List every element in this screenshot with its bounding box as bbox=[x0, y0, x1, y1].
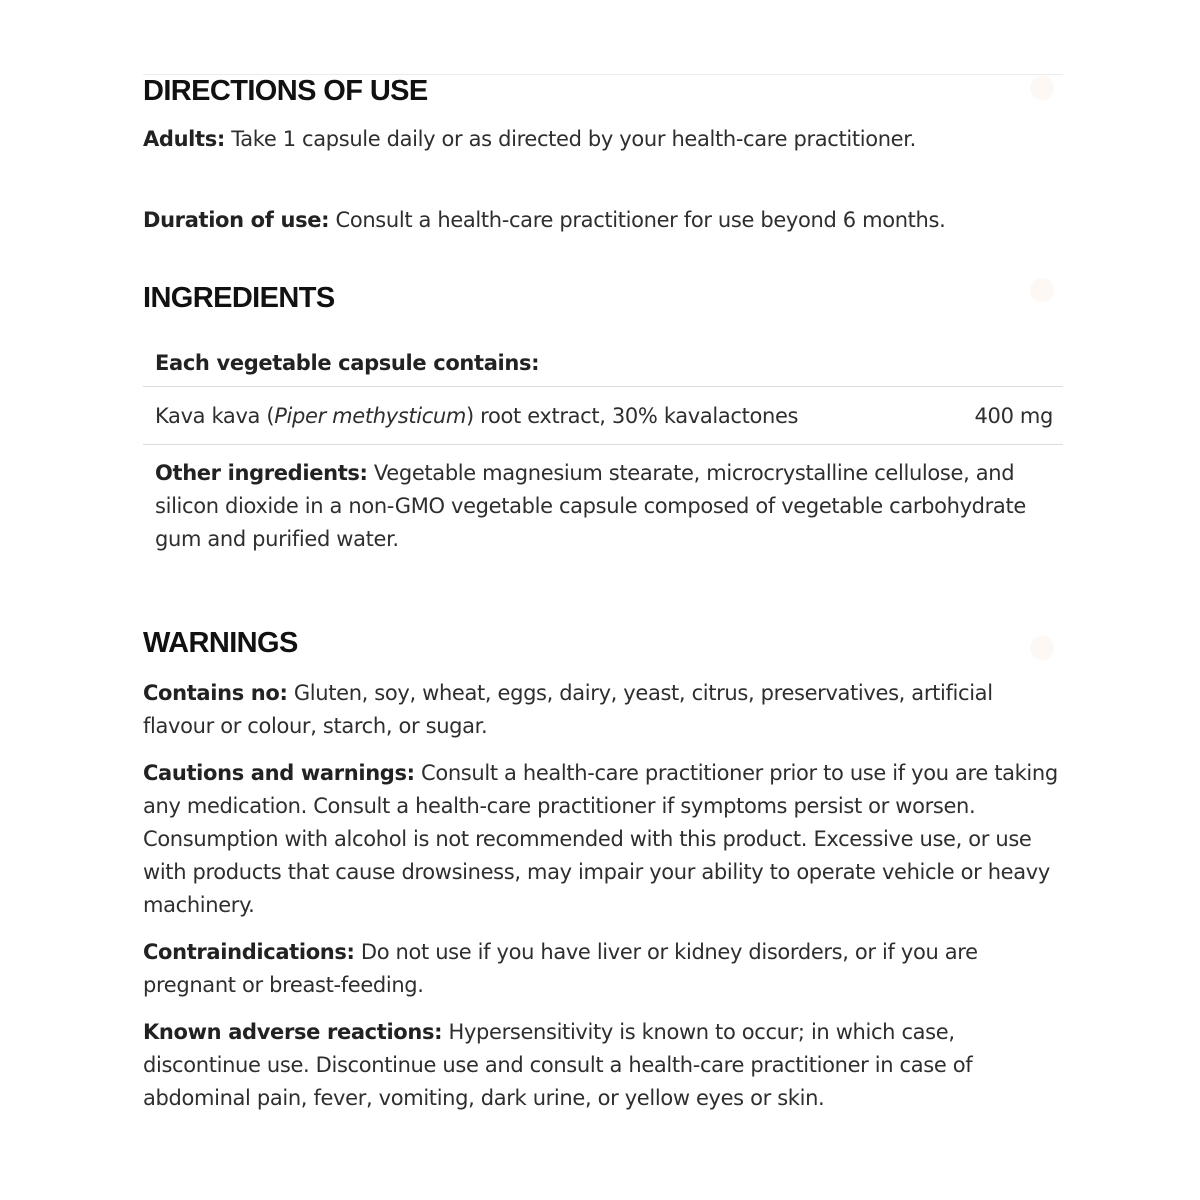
warnings-section bbox=[143, 629, 1063, 1115]
contraindications-label: Contraindications: bbox=[143, 940, 355, 964]
adverse-reactions-label: Known adverse reactions: bbox=[143, 1020, 443, 1044]
cautions-paragraph bbox=[143, 757, 1063, 922]
contains-no-paragraph bbox=[143, 677, 1063, 743]
adverse-reactions-text: Hypersensitivity is known to occur; in which case, discontinue use. Discontinue use and consult a health-care practitioner in case of abdominal pain, fever, vomiting, dark urine, or yellow eyes or skin. bbox=[143, 1020, 973, 1110]
warnings-heading: WARNINGS bbox=[143, 627, 298, 659]
table-header-label: Each vegetable capsule contains: bbox=[155, 351, 540, 375]
ingredients-section bbox=[143, 284, 1063, 556]
cautions-text: Consult a health-care practitioner prior to use if you are taking any medication. Consult a health-care practitioner if symptoms persist or worsen. Consumption with alcohol is not recommended with this product. Excessive use, or use with products that cause drowsiness, may impair your ability to operate vehicle or heavy machinery. bbox=[143, 761, 1058, 917]
adults-paragraph bbox=[143, 123, 1063, 156]
adults-label: Adults: bbox=[143, 127, 225, 151]
contraindications-paragraph bbox=[143, 936, 1063, 1002]
adverse-reactions-paragraph bbox=[143, 1016, 1063, 1115]
table-header bbox=[143, 331, 1063, 387]
contains-no-label: Contains no: bbox=[143, 681, 288, 705]
duration-paragraph bbox=[143, 204, 1063, 237]
ingredient-name-prefix: Kava kava ( bbox=[155, 403, 275, 428]
directions-heading: DIRECTIONS OF USE bbox=[143, 75, 428, 107]
other-ingredients-text: Vegetable magnesium stearate, microcrystalline cellulose, and silicon dioxide in a non-GMO vegetable capsule composed of vegetable carbohydrate gum and purified water. bbox=[155, 461, 1026, 551]
product-info-panel bbox=[143, 74, 1063, 1115]
other-ingredients-label: Other ingredients: bbox=[155, 461, 368, 485]
ingredient-name bbox=[155, 404, 798, 428]
cautions-label: Cautions and warnings: bbox=[143, 761, 415, 785]
contraindications-text: Do not use if you have liver or kidney disorders, or if you are pregnant or breast-feeding. bbox=[143, 940, 978, 997]
ingredients-table bbox=[143, 331, 1063, 556]
ingredients-heading: INGREDIENTS bbox=[143, 282, 335, 314]
ingredient-name-suffix: ) root extract, 30% kavalactones bbox=[466, 403, 799, 428]
duration-text: Consult a health-care practitioner for use beyond 6 months. bbox=[329, 208, 946, 232]
table-row bbox=[143, 387, 1063, 445]
contains-no-text: Gluten, soy, wheat, eggs, dairy, yeast, citrus, preservatives, artificial flavour or colour, starch, or sugar. bbox=[143, 681, 993, 738]
duration-label: Duration of use: bbox=[143, 208, 330, 232]
directions-section bbox=[143, 77, 1063, 237]
adults-text: Take 1 capsule daily or as directed by your health-care practitioner. bbox=[224, 127, 916, 151]
other-ingredients bbox=[143, 445, 1063, 556]
ingredient-latin-name: Piper methysticum bbox=[274, 403, 466, 428]
ingredient-amount: 400 mg bbox=[974, 403, 1053, 428]
